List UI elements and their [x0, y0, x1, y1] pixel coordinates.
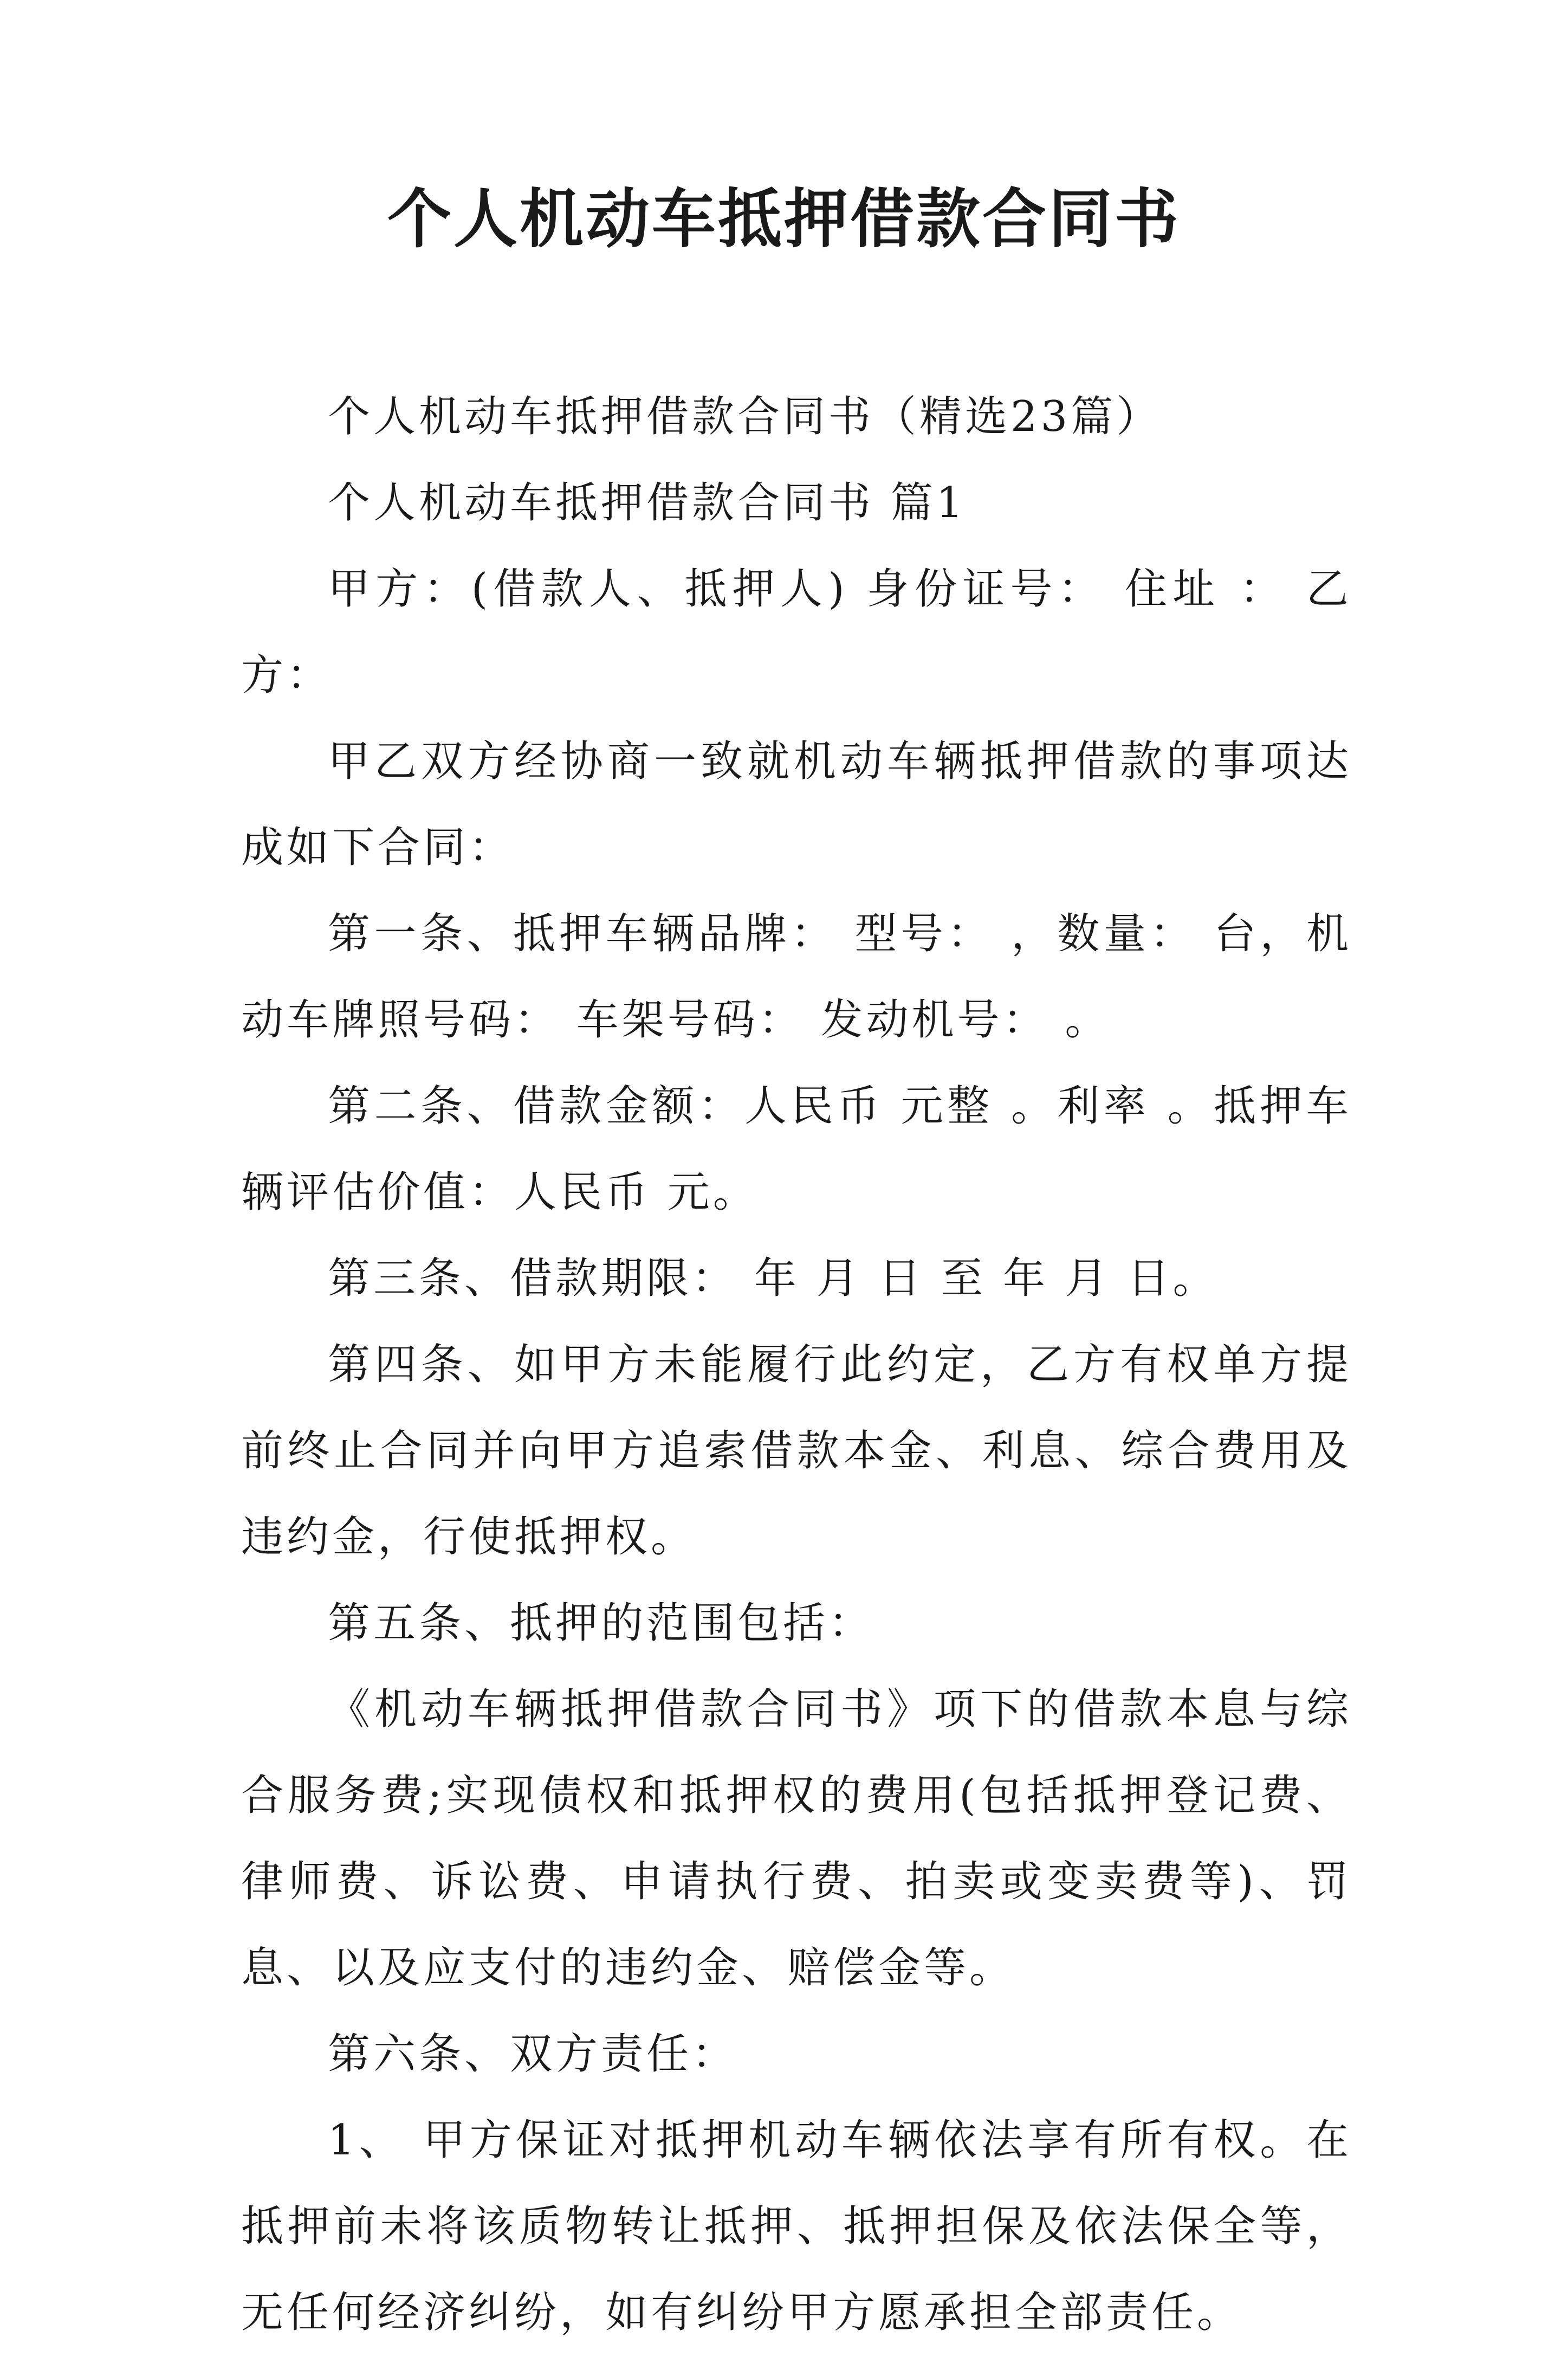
article-6-item-1: 1、 甲方保证对抵押机动车辆依法享有所有权。在抵押前未将该质物转让抵押、抵押担保及依法保全等，无任何经济纠纷，如有纠纷甲方愿承担全部责任。 [241, 2116, 1352, 2337]
article-5-scope: 《机动车辆抵押借款合同书》项下的借款本息与综合服务费;实现债权和抵押权的费用(包括抵押登记费、律师费、诉讼费、申请执行费、拍卖或变卖费等)、罚息、以及应支付的违约金、赔偿金等。 [241, 1685, 1352, 1992]
collection-heading: 个人机动车抵押借款合同书（精选23篇） [328, 392, 1162, 441]
parties-line: 甲方：(借款人、抵押人) 身份证号： 住址 ： 乙方： [241, 565, 1352, 700]
document-title: 个人机动车抵押借款合同书 [387, 181, 1181, 256]
section-heading: 个人机动车抵押借款合同书 篇1 [328, 479, 967, 527]
article-6: 第六条、双方责任： [328, 2030, 738, 2079]
article-5: 第五条、抵押的范围包括： [328, 1599, 874, 1648]
agreement-intro: 甲乙双方经协商一致就机动车辆抵押借款的事项达成如下合同： [241, 737, 1352, 872]
article-2: 第二条、借款金额：人民币 元整 。利率 。抵押车辆评估价值：人民币 元。 [241, 1082, 1352, 1217]
article-1: 第一条、抵押车辆品牌： 型号： ，数量： 台，机动车牌照号码： 车架号码： 发动机号： 。 [241, 909, 1352, 1044]
document-body [241, 374, 1352, 2356]
article-4: 第四条、如甲方未能履行此约定，乙方有权单方提前终止合同并向甲方追索借款本金、利息、综合费用及违约金，行使抵押权。 [241, 1340, 1352, 1561]
article-3: 第三条、借款期限： 年 月 日 至 年 月 日。 [328, 1254, 1219, 1303]
